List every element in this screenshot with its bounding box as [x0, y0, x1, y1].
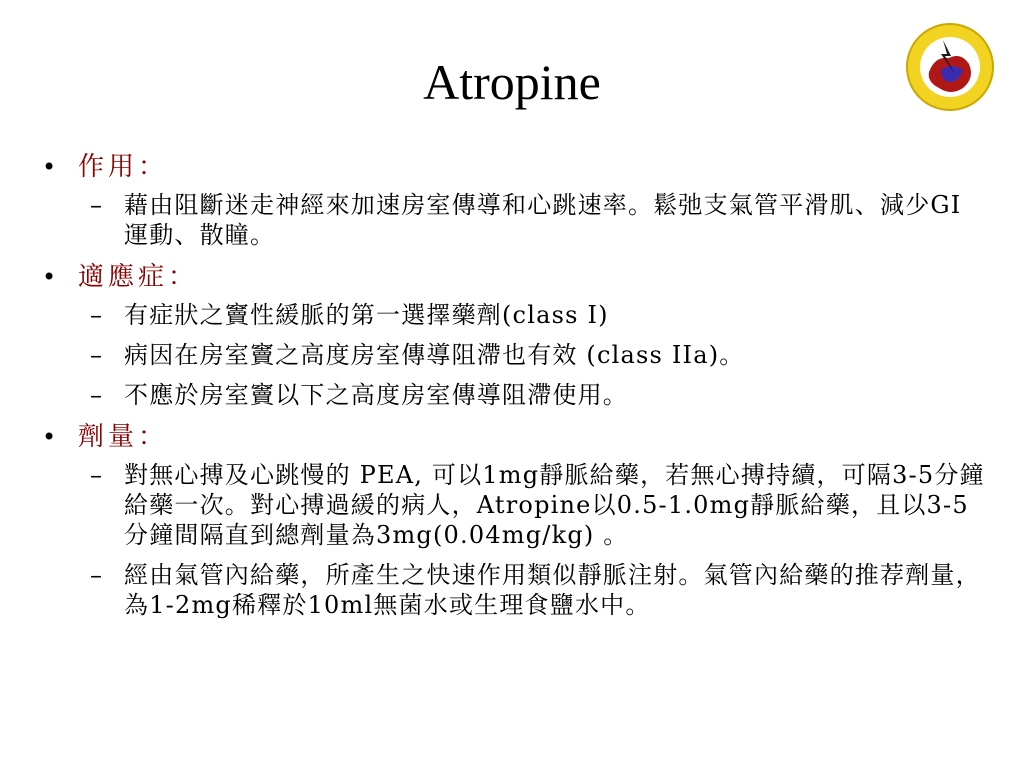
list-item: [40, 340, 985, 370]
list-item-text: 對無心搏及心跳慢的 PEA, 可以1mg靜脈給藥，若無心搏持續，可隔3-5分鐘給藥一次。對心搏過緩的病人，Atropine以0.5-1.0mg靜脈給藥，且以3-5分鐘間隔直到總劑量為3mg(0.04mg/kg) 。: [124, 461, 985, 549]
association-emblem-icon: [905, 22, 995, 112]
sub-list: [40, 190, 985, 250]
bullet-dot-icon: •: [42, 153, 57, 181]
dash-icon: –: [90, 301, 104, 329]
list-item-text: 有症狀之竇性緩脈的第一選擇藥劑(class I): [124, 301, 609, 329]
list-item-text: 藉由阻斷迷走神經來加速房室傳導和心跳速率。鬆弛支氣管平滑肌、減少GI運動、散瞳。: [124, 191, 962, 249]
list-item: [40, 300, 985, 330]
list-item-text: 病因在房室竇之高度房室傳導阻滯也有效 (class IIa)。: [124, 341, 745, 369]
sub-list: [40, 460, 985, 620]
dash-icon: –: [90, 461, 104, 489]
bullet-heading: [40, 150, 985, 184]
section-dosage: [40, 420, 985, 620]
section-label: 適應症：: [78, 262, 199, 292]
section-label: 劑量：: [78, 422, 169, 452]
bullet-dot-icon: •: [42, 423, 57, 451]
list-item: [40, 380, 985, 410]
section-label: 作用：: [78, 152, 169, 182]
list-item-text: 不應於房室竇以下之高度房室傳導阻滯使用。: [124, 381, 628, 409]
list-item: [40, 560, 985, 620]
slide-body: [40, 150, 985, 630]
dash-icon: –: [90, 381, 104, 409]
list-item-text: 經由氣管內給藥，所產生之快速作用類似靜脈注射。氣管內給藥的推荐劑量，為1-2mg稀釋於10ml無菌水或生理食鹽水中。: [124, 561, 981, 619]
slide-title: Atropine: [423, 54, 601, 110]
list-item: [40, 460, 985, 550]
section-action: [40, 150, 985, 250]
dash-icon: –: [90, 191, 104, 219]
list-item: [40, 190, 985, 250]
sub-list: [40, 300, 985, 410]
bullet-dot-icon: •: [42, 263, 57, 291]
dash-icon: –: [90, 341, 104, 369]
bullet-heading: [40, 420, 985, 454]
dash-icon: –: [90, 561, 104, 589]
section-indications: [40, 260, 985, 410]
bullet-heading: [40, 260, 985, 294]
